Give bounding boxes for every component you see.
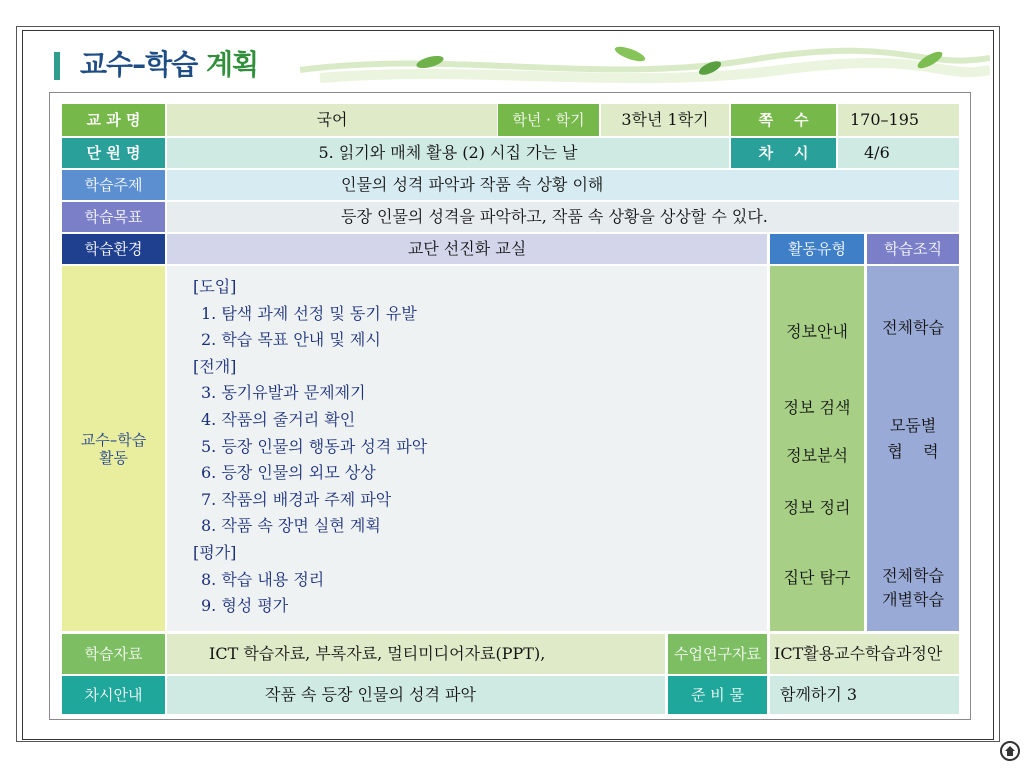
- grade-label: 학년 · 학기: [498, 104, 599, 136]
- lesson-step: [도입]: [193, 277, 237, 296]
- activity-type: 집단 탐구: [783, 568, 851, 587]
- materials-label: 학습자료: [62, 634, 165, 674]
- activity-types: [770, 266, 864, 631]
- activity-type-header: 활동유형: [770, 234, 864, 264]
- lesson-activity-label: [62, 266, 165, 631]
- lesson-step: 8. 작품 속 장면 실현 계획: [201, 516, 381, 536]
- page-title-part1: 교수–학습: [80, 48, 198, 81]
- lesson-step: [전개]: [193, 356, 237, 376]
- page-title: [80, 48, 258, 82]
- lesson-activity-label-line2: 활동: [99, 448, 128, 467]
- research-materials-label: 수업연구자료: [668, 634, 767, 674]
- activity-type: 정보안내: [786, 322, 848, 341]
- activity-type: 정보 정리: [783, 498, 851, 517]
- organization: 협 력: [887, 442, 939, 461]
- preparation-label: 준 비 물: [668, 676, 767, 714]
- next-lesson-label: 차시안내: [62, 676, 165, 714]
- page-title-part2: 계획: [205, 48, 259, 81]
- lesson-step: 9. 형성 평가: [201, 596, 289, 616]
- subject-label: 교 과 명: [62, 104, 165, 136]
- organization: 전체학습: [882, 318, 944, 337]
- home-button[interactable]: [1000, 741, 1020, 761]
- pages-value: 170–195: [838, 104, 959, 136]
- environment-value: 교단 선진화 교실: [167, 234, 767, 264]
- lesson-step: 5. 등장 인물의 행동과 성격 파악: [201, 436, 428, 456]
- lesson-step: [평가]: [193, 542, 237, 562]
- next-lesson-value: 작품 속 등장 인물의 성격 파악: [167, 676, 665, 714]
- title-accent-bar: [54, 52, 60, 80]
- organization-header: 학습조직: [867, 234, 959, 264]
- lesson-step: 6. 등장 인물의 외모 상상: [201, 463, 376, 483]
- session-value: 4/6: [838, 138, 959, 168]
- organization: 전체학습: [882, 566, 944, 585]
- objective-label: 학습목표: [62, 202, 165, 232]
- pages-label: 쪽 수: [731, 104, 836, 136]
- lesson-step: 3. 동기유발과 문제제기: [201, 383, 366, 403]
- lesson-step: 4. 작품의 줄거리 확인: [201, 409, 356, 429]
- grade-value: 3학년 1학기: [601, 104, 729, 136]
- unit-label: 단 원 명: [62, 138, 165, 168]
- lesson-step: 7. 작품의 배경과 주제 파악: [201, 489, 392, 509]
- preparation-value: 함께하기 3: [770, 676, 959, 714]
- research-materials-value: ICT활용교수학습과정안: [770, 634, 959, 674]
- unit-value: 5. 읽기와 매체 활용 (2) 시집 가는 날: [167, 138, 729, 168]
- session-label: 차 시: [731, 138, 836, 168]
- environment-label: 학습환경: [62, 234, 165, 264]
- organization: 개별학습: [882, 590, 944, 609]
- lesson-step: 1. 탐색 과제 선정 및 동기 유발: [201, 303, 417, 323]
- subject-value: 국어: [167, 104, 497, 136]
- lesson-step: 8. 학습 내용 정리: [201, 569, 325, 589]
- home-icon: [1004, 745, 1016, 757]
- lesson-steps: [167, 266, 767, 631]
- lesson-step: 2. 학습 목표 안내 및 제시: [201, 330, 381, 350]
- organization: 모둠별: [889, 416, 937, 435]
- organizations: [867, 266, 959, 631]
- materials-value: ICT 학습자료, 부록자료, 멀티미디어자료(PPT),: [167, 634, 665, 674]
- objective-value: 등장 인물의 성격을 파악하고, 작품 속 상황을 상상할 수 있다.: [167, 202, 959, 232]
- topic-value: 인물의 성격 파악과 작품 속 상황 이해: [167, 170, 959, 200]
- leaf-decoration: [300, 40, 990, 90]
- activity-type: 정보분석: [786, 446, 848, 465]
- activity-type: 정보 검색: [783, 398, 851, 417]
- lesson-activity-label-line1: 교수–학습: [80, 430, 147, 449]
- topic-label: 학습주제: [62, 170, 165, 200]
